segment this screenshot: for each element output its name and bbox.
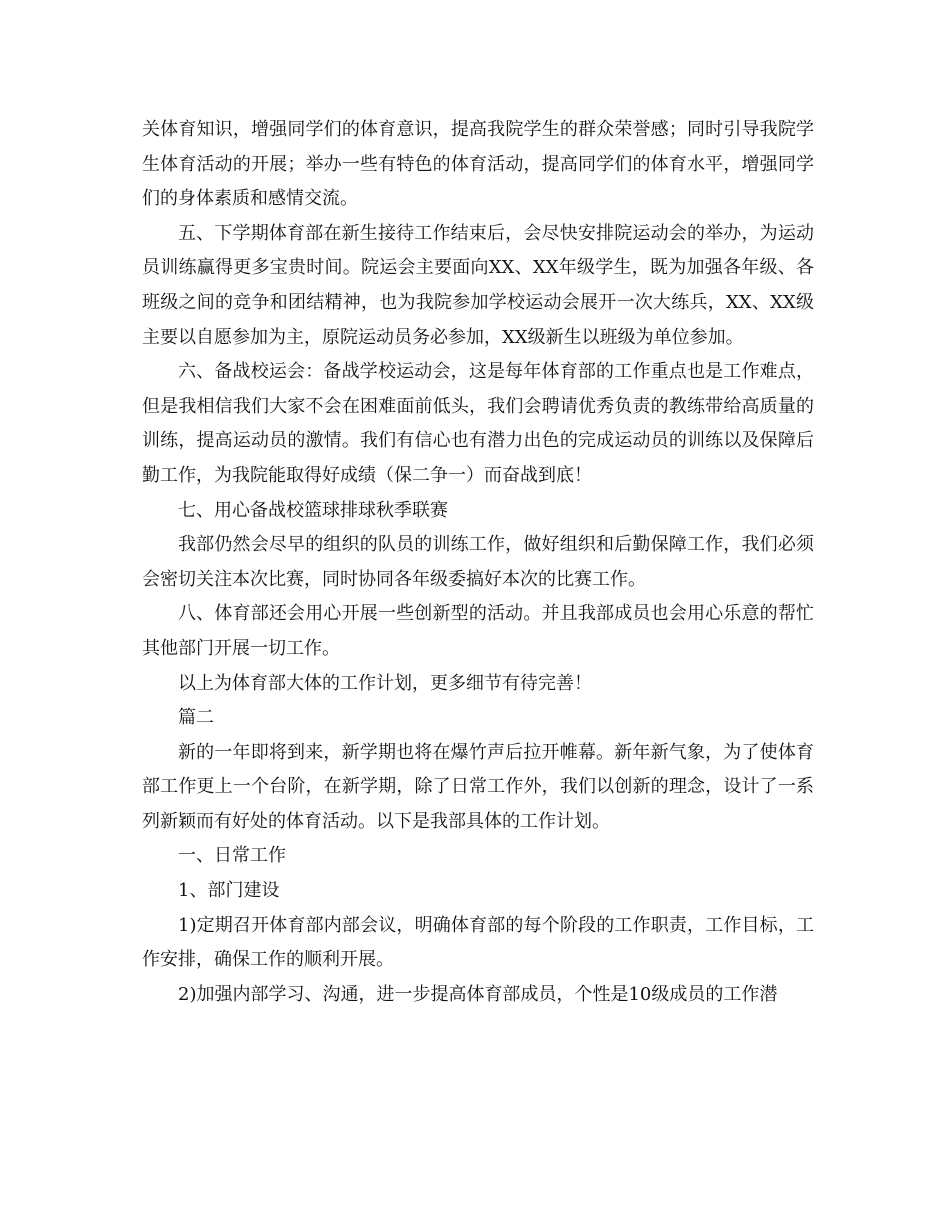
- paragraph-intro: 新的一年即将到来，新学期也将在爆竹声后拉开帷幕。新年新气象，为了使体育部工作更上一个台阶，在新学期，除了日常工作外，我们以创新的理念，设计了一系列新颖而有好处的体育活动。以下是我部具体的工作计划。: [142, 741, 814, 832]
- paragraph-item-6: 六、备战校运会：备战学校运动会，这是每年体育部的工作重点也是工作难点，但是我相信我们大家不会在困难面前低头，我们会聘请优秀负责的教练带给高质量的训练，提高运动员的激情。我们有信心也有潜力出色的完成运动员的训练以及保障后勤工作，为我院能取得好成绩（保二争一）而奋战到底！: [142, 361, 814, 486]
- section-heading-part-two: 篇二: [178, 707, 214, 729]
- document-body: [142, 113, 814, 1012]
- paragraph-item-8: 八、体育部还会用心开展一些创新型的活动。并且我部成员也会用心乐意的帮忙其他部门开展一切工作。: [142, 603, 814, 659]
- list-item-1: 1)定期召开体育部内部会议，明确体育部的每个阶段的工作职责，工作目标，工作安排，确保工作的顺利开展。: [142, 914, 814, 971]
- paragraph-item-5: 五、下学期体育部在新生接待工作结束后，会尽快安排院运动会的举办，为运动员训练赢得更多宝贵时间。院运会主要面向XX、XX年级学生，既为加强各年级、各班级之间的竞争和团结精神，也为我院参加学校运动会展开一次大练兵，XX、XX级主要以自愿参加为主，原院运动员务必参加，XX级新生以班级为单位参加。: [142, 222, 814, 348]
- paragraph-continuation: 关体育知识，增强同学们的体育意识，提高我院学生的群众荣誉感；同时引导我院学生体育活动的开展；举办一些有特色的体育活动，提高同学们的体育水平，增强同学们的身体素质和感情交流。: [142, 119, 814, 210]
- paragraph-item-7-body: 我部仍然会尽早的组织的队员的训练工作，做好组织和后勤保障工作，我们必须会密切关注本次比赛，同时协同各年级委搞好本次的比赛工作。: [142, 534, 814, 590]
- paragraph-item-7-heading: 七、用心备战校篮球排球秋季联赛: [178, 499, 448, 521]
- heading-daily-work: 一、日常工作: [178, 845, 286, 867]
- paragraph-summary: 以上为体育部大体的工作计划，更多细节有待完善！: [178, 672, 592, 694]
- list-item-2: 2)加强内部学习、沟通，进一步提高体育部成员，个性是10级成员的工作潜: [178, 983, 778, 1005]
- heading-department-building: 1、部门建设: [178, 880, 280, 902]
